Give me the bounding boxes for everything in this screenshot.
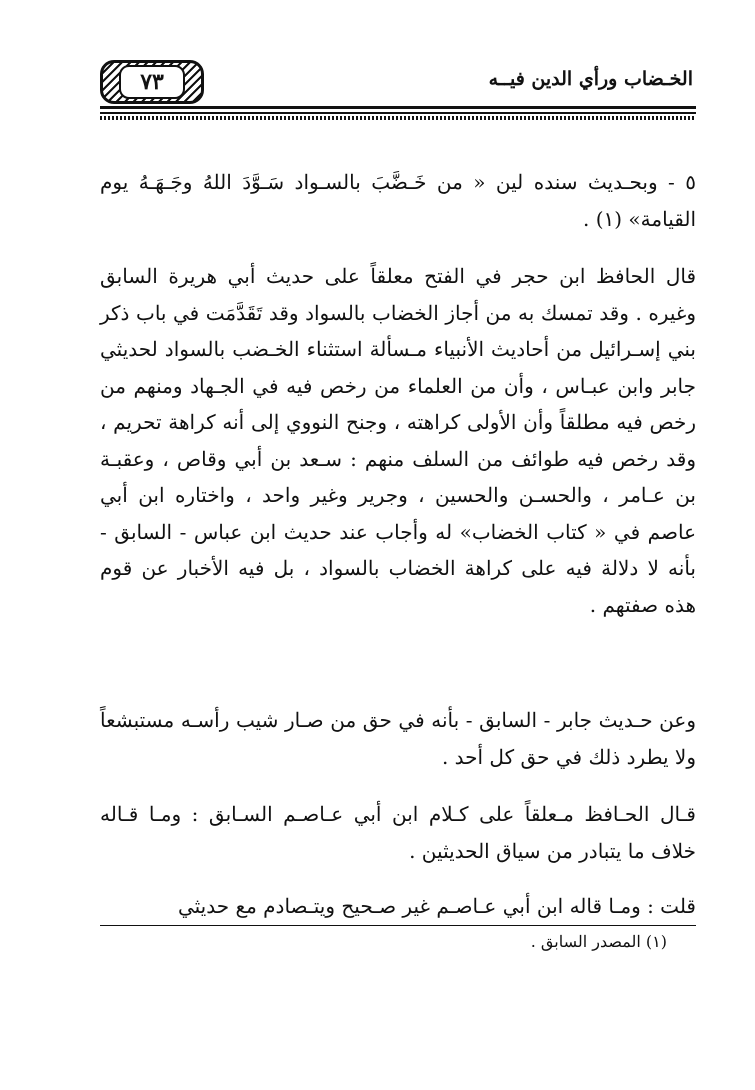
paragraph-text: قـال الحـافظ مـعلقاً على كـلام ابن أبي عـاصـم السـابق : ومـا قـاله خلاف ما يتبادر من سياق الحديثين .: [100, 802, 696, 863]
paragraph-ibn-hajar: [100, 238, 696, 643]
page-number-frame: [100, 60, 204, 104]
paragraph-text: قال الحافظ ابن حجر في الفتح معلقاً على حديث أبي هريرة السابق وغيره . وقد تمسك به من أجاز الخضاب بالسواد وقد تَقَدَّمَت في باب ذكر بني إسـرائيل من أحاديث الأنبياء مـسألة استثناء الخـضب بالسواد لحديثي جابر وابن عبـاس ، وأن من العلماء من رخص فيه في الجـهاد ومنهم من رخص فيه مطلقاً وأن الأولى كراهته ، وجنح النووي إلى أنه كراهة تحريم ، وقد رخص فيه طوائف من السلف منهم : سـعد بن أبي وقاص ، وعقبـة بن عـامر ، والحسـن والحسين ، وجرير وغير واحد ، واختاره ابن أبي عاصم في « كتاب الخضاب» له وأجاب عند حديث ابن عباس - السابق - بأنه لا دلالة فيه على كراهة الخضاب بالسواد ، بل فيه الأخبار عن قوم هذه صفتهم .: [100, 264, 697, 617]
page-number: ٧٣: [119, 65, 185, 99]
footnote: (١) المصدر السابق .: [530, 932, 667, 951]
running-header-title: الخـضاب ورأي الدين فيــه: [488, 68, 693, 90]
header-rule-thin: [100, 112, 696, 114]
header-rule-hatched: [100, 116, 696, 120]
paragraph-text: قلت : ومـا قاله ابن أبي عـاصـم غير صـحيح ويتـصادم مع حديثي: [177, 894, 696, 918]
footnote-divider: [100, 925, 696, 926]
paragraph-text: ٥ - وبحـديث سنده لين « من خَـضَّبَ بالسـواد سَـوَّدَ اللهُ وجَـهَـهُ يوم القيامة» (١) .: [100, 170, 696, 231]
header-rule-thick: [100, 106, 696, 109]
paragraph-text: وعن حـديث جابر - السابق - بأنه في حق من صـار شيب رأسـه مستبشعاً ولا يطرد ذلك في حق كل أحد .: [100, 708, 696, 769]
